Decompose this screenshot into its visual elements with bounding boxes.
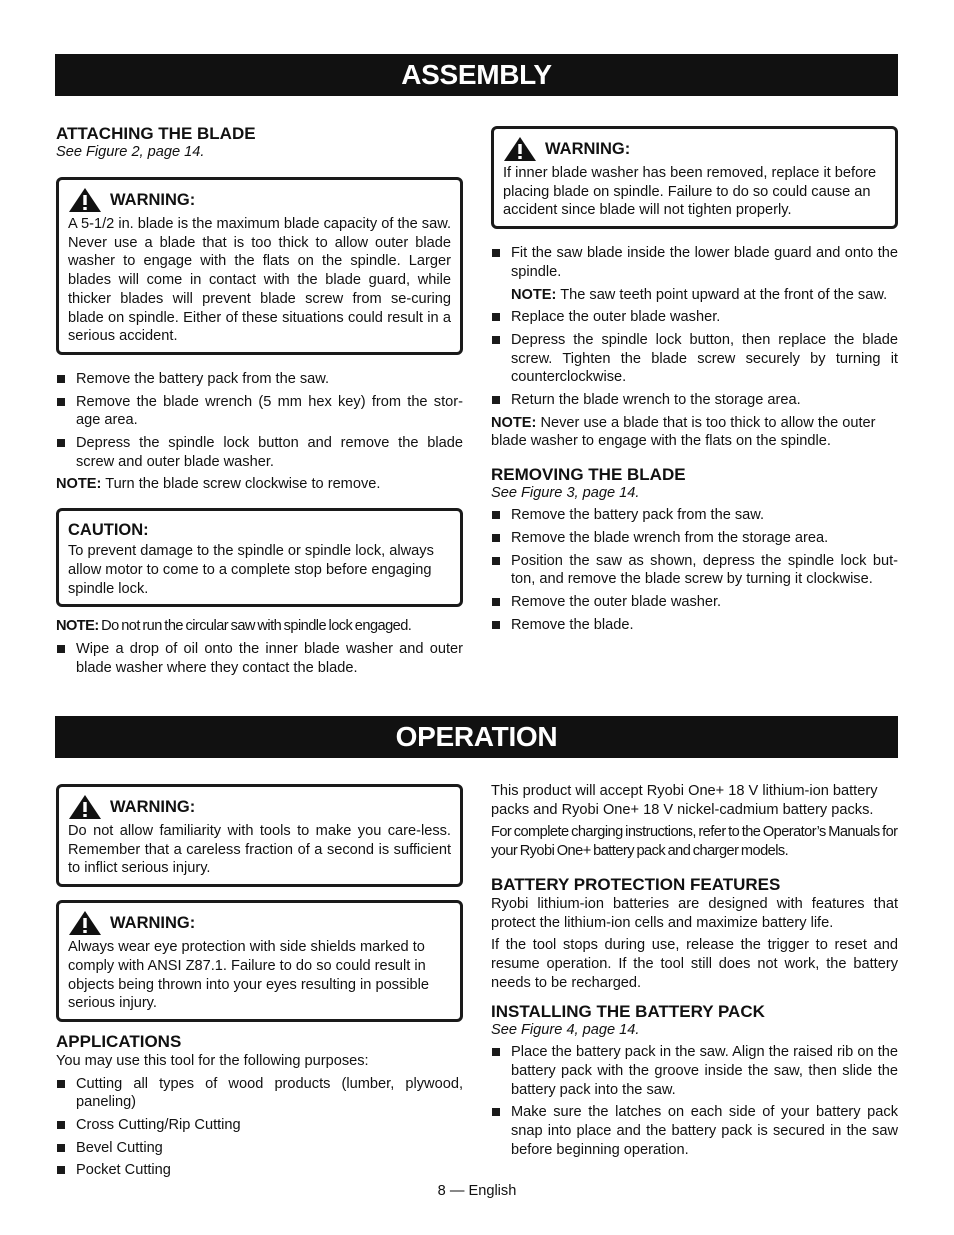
list-item: Wipe a drop of oil onto the inner blade washer and outer blade washer where they contact the blade. xyxy=(56,640,463,677)
battery-compatibility-text: This product will accept Ryobi One+ 18 V lithium-ion battery packs and Ryobi One+ 18 V nickel-cadmium battery packs. xyxy=(491,783,878,818)
removing-blade-heading: REMOVING THE BLADE xyxy=(491,465,686,485)
warning-box-inner-washer xyxy=(491,126,898,229)
note-spindle-lock: NOTE: Do not run the circular saw with spindle lock engaged. xyxy=(56,618,412,635)
charging-instructions-text: For complete charging instructions, refer to the Operator’s Manuals for your Ryobi One+ battery pack and charger models. xyxy=(491,824,898,860)
see-figure-3: See Figure 3, page 14. xyxy=(491,485,640,502)
installing-battery-heading: INSTALLING THE BATTERY PACK xyxy=(491,1002,765,1022)
fit-blade-list xyxy=(491,244,898,281)
warning-text: A 5-1/2 in. blade is the maximum blade capacity of the saw. Never use a blade that is too thick to allow outer blade washer to engage with the flats on the spindle. Larger blades will come in contact with the blade guard, while thicker blades will prevent blade screw from se-curing blade on spindle. Either of these situations could result in a serious accident. xyxy=(68,216,451,345)
note-clockwise: NOTE: Turn the blade screw clockwise to remove. xyxy=(56,476,381,493)
applications-list xyxy=(56,1075,463,1181)
warning-text: If inner blade washer has been removed, replace it before placing blade on spindle. Failure to do so could cause an accident since blade will not tighten properly. xyxy=(503,165,877,219)
assembly-left-column xyxy=(56,124,463,681)
warning-triangle-icon xyxy=(68,910,102,936)
operation-right-column xyxy=(491,782,898,1164)
warning-label: WARNING: xyxy=(110,914,196,933)
assembly-right-column xyxy=(491,126,898,638)
list-item: Make sure the latches on each side of your battery pack snap into place and the battery pack is secured in the saw before beginning operation. xyxy=(491,1103,898,1159)
installing-steps-list xyxy=(491,1043,898,1159)
list-item: Remove the blade wrench (5 mm hex key) from the stor-age area. xyxy=(56,393,463,430)
warning-box-blade-capacity xyxy=(56,177,463,355)
warning-label: WARNING: xyxy=(110,798,196,816)
applications-heading: APPLICATIONS xyxy=(56,1031,182,1051)
caution-text: To prevent damage to the spindle or spindle lock, always allow motor to come to a complete stop before engaging spindle lock. xyxy=(68,543,434,597)
warning-triangle-icon xyxy=(68,187,102,213)
warning-text: Always wear eye protection with side shields marked to comply with ANSI Z87.1. Failure to do so could result in objects being thrown into your eyes resulting in possible serious injury. xyxy=(68,939,429,1012)
oil-step-list xyxy=(56,640,463,677)
list-item: Pocket Cutting xyxy=(56,1161,463,1180)
battery-protection-p2: If the tool stops during use, release the trigger to reset and resume operation. If the tool still does not work, the battery needs to be recharged. xyxy=(491,937,898,991)
list-item: Depress the spindle lock button and remove the blade screw and outer blade washer. xyxy=(56,434,463,471)
list-item: Fit the saw blade inside the lower blade guard and onto the spindle. xyxy=(491,244,898,281)
warning-triangle-icon xyxy=(503,136,537,162)
battery-protection-p1: Ryobi lithium-ion batteries are designed with features that protect the lithium-ion cells and maximize battery life. xyxy=(491,895,898,931)
warning-box-familiarity xyxy=(56,784,463,887)
list-item: Bevel Cutting xyxy=(56,1139,463,1158)
attaching-blade-heading: ATTACHING THE BLADE xyxy=(56,124,256,143)
list-item: Remove the blade. xyxy=(491,616,898,635)
caution-box xyxy=(56,508,463,607)
list-item: Remove the outer blade washer. xyxy=(491,593,898,612)
warning-box-eye-protection xyxy=(56,900,463,1022)
removing-steps-list xyxy=(491,506,898,634)
list-item: Remove the blade wrench from the storage area. xyxy=(491,529,898,548)
warning-text: Do not allow familiarity with tools to make you care-less. Remember that a careless fraction of a second is sufficient to inflict serious injury. xyxy=(68,823,451,877)
list-item: Remove the battery pack from the saw. xyxy=(56,370,463,389)
list-item: Cutting all types of wood products (lumber, plywood, paneling) xyxy=(56,1075,463,1112)
battery-protection-heading: BATTERY PROTECTION FEATURES xyxy=(491,874,781,894)
list-item: Cross Cutting/Rip Cutting xyxy=(56,1116,463,1135)
page-footer: 8 — English xyxy=(437,1183,517,1199)
replace-steps-list xyxy=(491,308,898,410)
list-item: Replace the outer blade washer. xyxy=(491,308,898,327)
note-blade-thickness: NOTE: Never use a blade that is too thick to allow the outer blade washer to engage with the flats on the spindle. xyxy=(491,414,876,450)
see-figure-4: See Figure 4, page 14. xyxy=(491,1022,640,1039)
warning-triangle-icon xyxy=(68,794,102,820)
operation-banner: OPERATION xyxy=(55,716,898,758)
remove-steps-list xyxy=(56,370,463,472)
note-saw-teeth: NOTE: The saw teeth point upward at the front of the saw. xyxy=(511,286,888,303)
list-item: Position the saw as shown, depress the spindle lock but-ton, and remove the blade screw by turning it clockwise. xyxy=(491,552,898,589)
caution-label: CAUTION: xyxy=(68,521,149,540)
see-figure-2: See Figure 2, page 14. xyxy=(56,144,205,160)
list-item: Return the blade wrench to the storage area. xyxy=(491,391,898,410)
list-item: Remove the battery pack from the saw. xyxy=(491,506,898,525)
warning-label: WARNING: xyxy=(545,140,631,158)
assembly-banner: ASSEMBLY xyxy=(55,54,898,96)
operation-left-column xyxy=(56,784,463,1184)
list-item: Depress the spindle lock button, then replace the blade screw. Tighten the blade screw securely by turning it counterclockwise. xyxy=(491,331,898,387)
warning-label: WARNING: xyxy=(110,191,196,209)
applications-intro: You may use this tool for the following purposes: xyxy=(56,1052,369,1069)
list-item: Place the battery pack in the saw. Align the raised rib on the battery pack with the groove inside the saw, then slide the battery pack into the saw. xyxy=(491,1043,898,1099)
